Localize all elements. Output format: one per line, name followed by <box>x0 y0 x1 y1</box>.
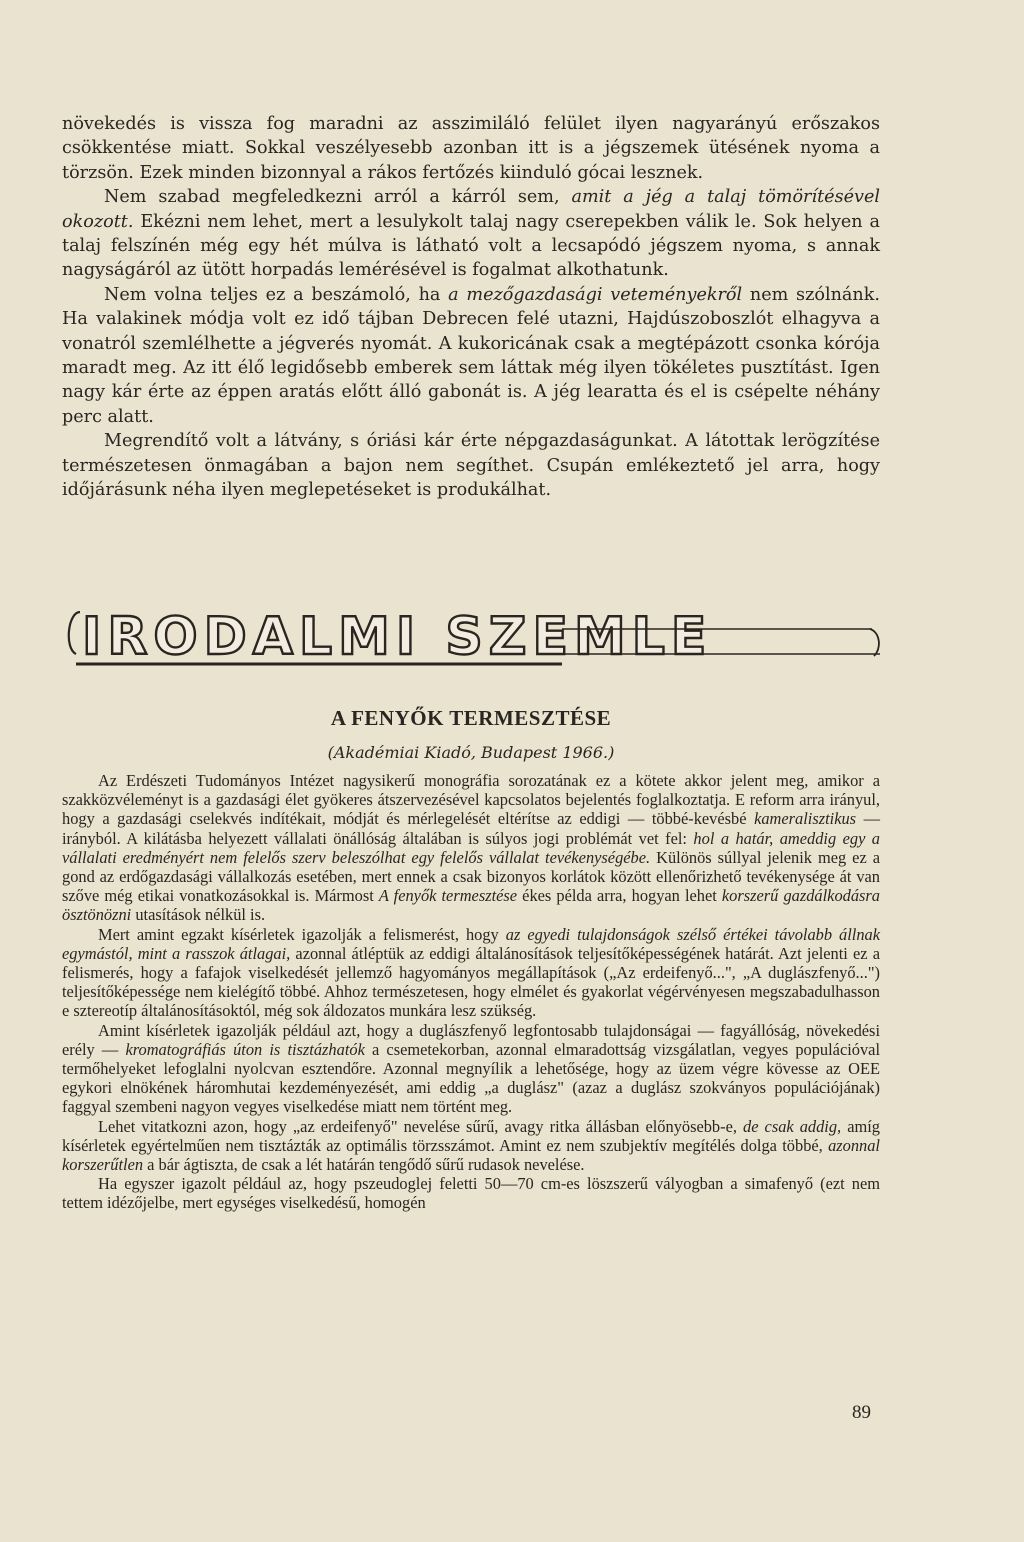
paragraph <box>62 283 880 429</box>
text-run: ékes példa arra, hogyan lehet <box>517 886 722 906</box>
section-heading-label: IRODALMI SZEMLE <box>82 607 713 667</box>
text-run: azonnal átléptük az eddigi általánosítások teljesítőképességének határát. Azt jelenti ez a felismerés, hogy a fafajok viselkedését jellemző hagyományos megállapítások („Az erdeifenyő...", „A duglászfenyő...") teljesítőképessége nem kielégítő többé. Ahhoz természetesen, hogy elmélet és gyakorlat végérvényesen megszabadulhasson e sztereotíp általánosításoktól, még sok áldozatos munkára lesz szükség. <box>62 943 880 1021</box>
paragraph <box>62 185 880 283</box>
text-run: a csemetekorban, azonnal elmaradottság vizsgálatlan, vegyes populációval termőhelyeket lefoglalni nyolcvan esztendőre. Azonnal megnyílik a lehetősége, hogy az üzem végre kövesse az OEE egykori elnökének háromhutai kezdeményezését, ami eddig „a duglász" (azaz a duglász szokványos populációjának) faggyal szembeni nagyon vegyes viselkedése miatt nem történt meg. <box>62 1039 881 1117</box>
text-run: Mert amint egzakt kísérletek igazolják a felismerést, hogy <box>98 924 506 944</box>
section-heading <box>62 602 882 668</box>
text-run: Az Erdészeti Tudományos Intézet nagysikerű monográfia sorozatának ez a kötete akkor jelent meg, amikor a szakközvéleményt is a gazdasági élet gyökeres átszervezésével kapcsolatos bejelentés foglalkoztatja. E reform arra irányul, hogy a gazdasági cselekvés indítékait, módját és mérlegelését eltérítse az eddigi — többé-kevésbé <box>62 771 880 829</box>
text-run: Amint kísérletek igazolják például azt, hogy a duglászfenyő legfontosabb tulajdonságai — fagyállóság, növekedési erély — <box>62 1020 880 1059</box>
paragraph <box>62 1021 880 1117</box>
text-run: Ha egyszer igazolt például az, hogy pszeudoglej feletti 50—70 cm-es löszszerű vályogban a simafenyő (ezt nem tettem idézőjelbe, mert egységes viselkedésű, homogén <box>62 1174 880 1213</box>
article-source: (Akadémiai Kiadó, Budapest 1966.) <box>327 743 615 762</box>
italic-phrase: A fenyők termesztése <box>378 886 518 906</box>
text-run: Nem szabad megfeledkezni arról a kárról sem, <box>104 187 572 208</box>
text-run: a bár ágtiszta, de csak a lét határán tengődő sűrű rudasok nevelése. <box>143 1155 585 1175</box>
left-bracket-ornament <box>69 612 80 654</box>
text-run: amíg kísérletek egyértelműen nem tisztázták az optimális törzsszámot. Amint ez nem szubjektív megítélés dolga többé, <box>62 1116 880 1155</box>
italic-phrase: azonnal korszerűtlen <box>62 1135 880 1175</box>
italic-phrase: a mezőgazdasági veteményekről <box>448 284 743 305</box>
continued-article-text <box>62 112 880 503</box>
review-body-text <box>62 771 880 1213</box>
paragraph <box>62 925 880 1021</box>
text-run: Nem volna teljes ez a beszámoló, ha <box>104 284 449 305</box>
text-run: — irányból. A kilátásba helyezett vállalati önállóság általában is súlyos jogi problémát vet fel: <box>62 809 880 848</box>
italic-phrase: de csak addig, <box>743 1116 842 1136</box>
paragraph <box>62 429 880 502</box>
paragraph <box>62 112 880 185</box>
italic-phrase: korszerű gazdálkodásra ösztönözni <box>62 886 880 925</box>
text-run: Megrendítő volt a látvány, s óriási kár érte népgazdaságunkat. A látottak lerögzítése természetesen önmagában a bajon nem segíthet. Csupán emlékeztető jel arra, hogy időjárásunk néha ilyen meglepetéseket is produkálhat. <box>62 431 880 501</box>
paragraph <box>62 771 880 925</box>
paragraph <box>62 1117 880 1175</box>
text-run: Lehet vitatkozni azon, hogy „az erdeifenyő" nevelése sűrű, avagy ritka állásban előnyösebb-e, <box>98 1116 744 1136</box>
text-run: növekedés is vissza fog maradni az asszimiláló felület ilyen nagyarányú erőszakos csökkentése miatt. Sokkal veszélyesebb azonban itt is a jégszemek ütésének nyoma a törzsön. Ezek minden bizonnyal a rákos fertőzés kiinduló gócai lesznek. <box>62 114 880 183</box>
italic-phrase: amit a jég a talaj tömörítésével okozott. <box>62 187 880 232</box>
italic-phrase: kameralisztikus <box>754 809 857 829</box>
italic-phrase: kromatográfiás úton is tisztázhatók <box>125 1039 365 1059</box>
section-heading-banner <box>62 602 882 668</box>
italic-phrase: hol a határ, ameddig egy a vállalati eredményért nem felelős szerv beleszólhat egy felelős vállalat tevékenységébe. <box>62 828 880 867</box>
paragraph <box>62 1174 880 1212</box>
text-run: nem szólnánk. Ha valakinek módja volt ez idő tájban Debrecen felé utazni, Hajdúszoboszlót elhagyva a vonatról szemlélhette a jégverés nyomát. A kukoricának csak a megtépázott csonka kórója maradt meg. Az itt élő legidősebb emberek sem láttak még ilyen tökéletes pusztítást. Igen nagy kár érte az éppen aratás előtt álló gabonát is. A jég learatta és el is csépelte néhány perc alatt. <box>62 284 880 427</box>
page-number: 89 <box>852 1402 871 1423</box>
text-run: Különös súllyal jelenik meg ez a gond az erdőgazdasági vállalkozás esetében, mert ennek a csak bizonyos korlátok között ellenőrizhető tevékenysége át van szőve még etikai vonatkozásokkal is. Mármost <box>62 847 880 906</box>
text-run: Ekézni nem lehet, mert a lesulykolt talaj nagy cserepekben válik le. Sok helyen a talaj felszínén még egy hét múlva is látható volt a lecsapódó jégszem nyoma, s annak nagyságáról az ütött horpadás lemérésével is fogalmat alkothatunk. <box>62 211 880 281</box>
italic-phrase: az egyedi tulajdonságok szélső értékei távolabb állnak egymástól, mint a rasszok átlagai, <box>62 924 880 963</box>
right-bracket-ornament <box>870 629 879 656</box>
article-title: A FENYŐK TERMESZTÉSE <box>330 706 612 730</box>
text-run: utasítások nélkül is. <box>131 905 266 925</box>
